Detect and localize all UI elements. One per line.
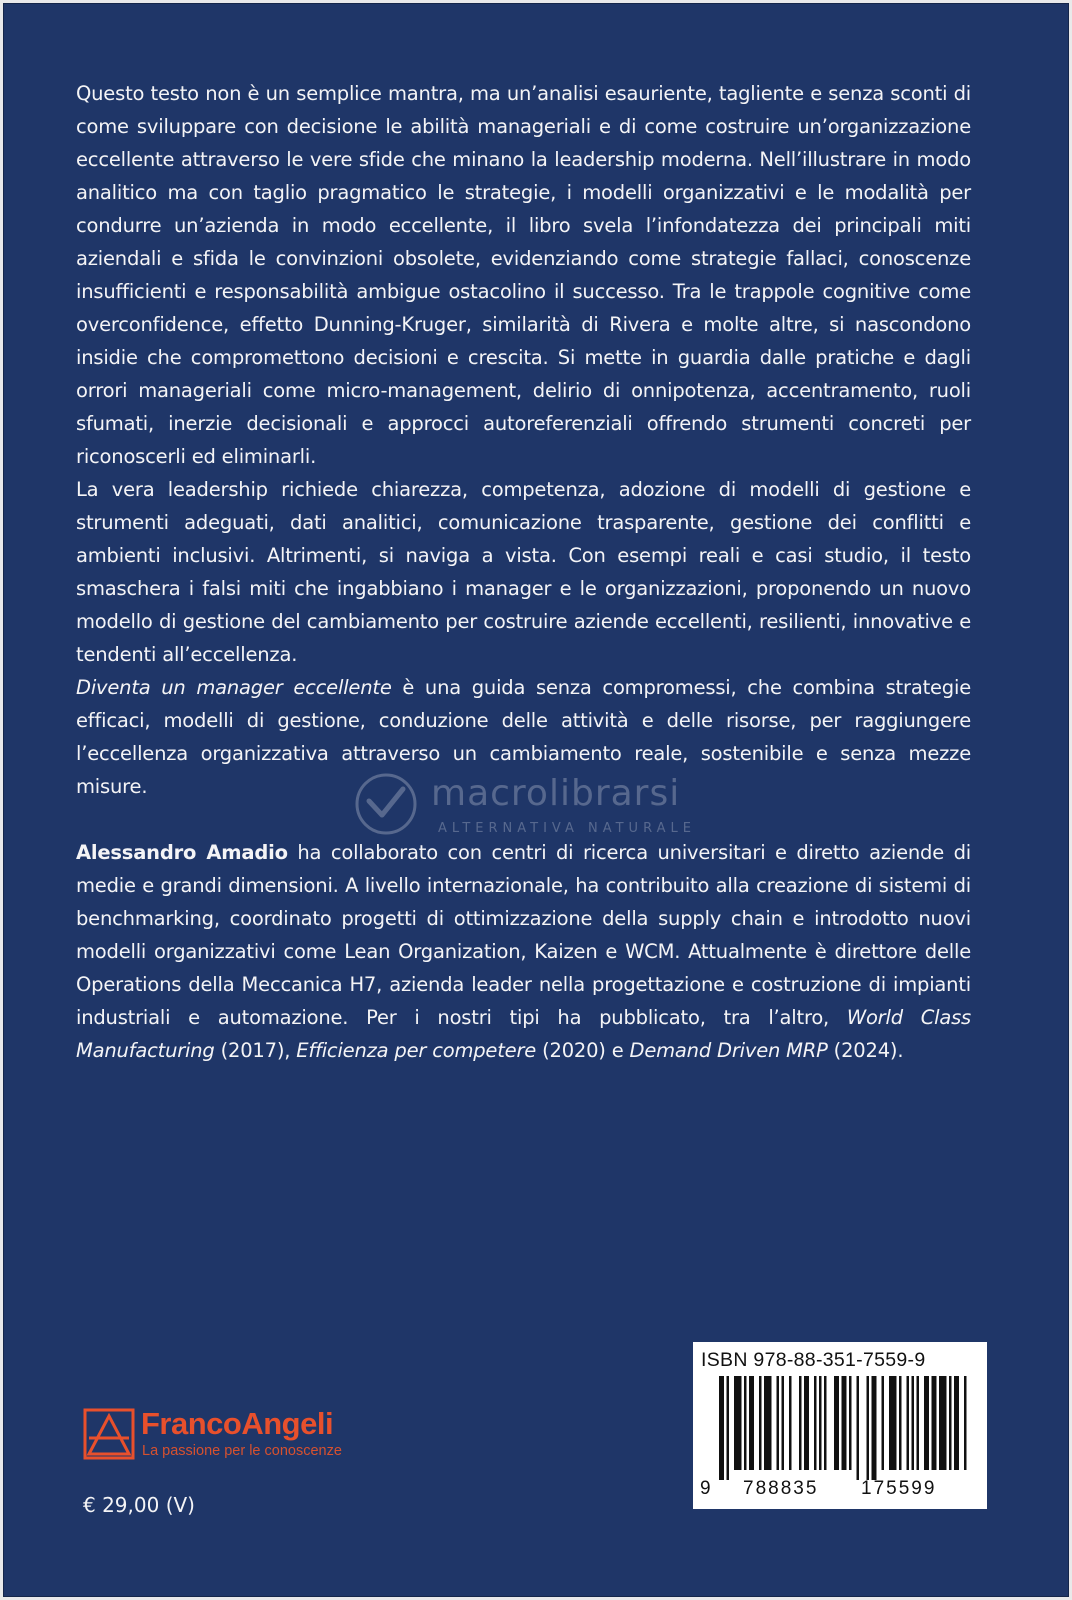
barcode-bar <box>804 1376 809 1470</box>
barcode-bar <box>882 1376 885 1470</box>
watermark-tagline: ALTERNATIVA NATURALE <box>438 821 696 836</box>
barcode-bar <box>734 1376 742 1470</box>
barcode-bar <box>917 1376 920 1470</box>
bio-text: (2020) e <box>536 1039 630 1062</box>
blurb-text <box>76 77 971 1067</box>
bio-text: ha collaborato con centri di ricerca universitari e diretto aziende di medie e grandi dimensioni. A livello internazionale, ha contribuito alla creazione di sistemi di benchmarking, coordinato progetti di ottimizzazione della supply chain e introdotto nuovi modelli organizzativi come Lean Organization, Kaizen e WCM. Attualmente è direttore delle Operations della Meccanica H7, azienda leader nella progettazione e costruzione di impianti industriali e automazione. Per i nostri tipi ha pubblicato, tra l’altro, <box>76 841 971 1029</box>
barcode-bar <box>899 1376 902 1470</box>
blurb-paragraph-2: La vera leadership richiede chiarezza, competenza, adozione di modelli di gestione e strumenti adeguati, dati analitici, comunicazione trasparente, gestione dei conflitti e ambienti inclusivi. Altrimenti, si naviga a vista. Con esempi reali e casi studio, il testo smaschera i falsi miti che ingabbiano i manager e le organizzazioni, proponendo un nuovo modello di gestione del cambiamento per costruire aziende eccellenti, resilienti, innovative e tendenti all’eccellenza. <box>76 478 971 666</box>
francoangeli-logo-icon <box>83 1408 135 1460</box>
barcode-bar <box>777 1376 780 1470</box>
bio-text: (2017), <box>214 1039 297 1062</box>
isbn-barcode <box>693 1342 987 1509</box>
barcode-bar <box>824 1376 827 1470</box>
barcode-bar <box>782 1376 785 1470</box>
barcode-bar <box>872 1376 877 1480</box>
barcode-bar <box>834 1376 839 1470</box>
barcode-bar <box>924 1376 929 1470</box>
barcode-digits-right: 175599 <box>861 1478 937 1499</box>
publisher-tagline: La passione per le conoscenze <box>142 1443 342 1459</box>
barcode-bar <box>727 1376 730 1480</box>
barcode-bar <box>799 1376 802 1470</box>
watermark <box>353 771 753 841</box>
barcode-bar <box>939 1376 947 1470</box>
back-cover <box>3 3 1069 1597</box>
barcode-bar <box>857 1376 860 1480</box>
barcode-bar <box>932 1376 937 1470</box>
barcode-bar <box>842 1376 847 1470</box>
barcode-bar <box>889 1376 897 1470</box>
publication-title: Demand Driven MRP <box>629 1039 828 1062</box>
barcode-bar <box>764 1376 772 1470</box>
barcode-bar <box>819 1376 822 1470</box>
blurb-paragraph-1: Questo testo non è un semplice mantra, ma un’analisi esauriente, tagliente e senza sconti di come sviluppare con decisione le abilità manageriali e di come costruire un’organizzazione eccellente attraverso le vere sfide che minano la leadership moderna. Nell’illustrare in modo analitico ma con taglio pragmatico le strategie, i modelli organizzativi e le modalità per condurre un’azienda in modo eccellente, il libro svela l’infondatezza dei principali miti aziendali e sfida le convinzioni obsolete, evidenziando come strategie fallaci, conoscenze insufficienti e responsabilità ambigue ostacolino il successo. Tra le trappole cognitive come overconfidence, effetto Dunning-Kruger, similarità di Rivera e molte altre, si nascondono insidie che compromettono decisioni e crescita. Si mette in guardia dalle pratiche e dagli orrori manageriali come micro-management, delirio di onnipotenza, accentramento, ruoli sfumati, inerzie decisionali e approcci autoreferenziali offrendo strumenti concreti per riconoscerli ed eliminarli. <box>76 82 971 468</box>
publisher-logo <box>83 1408 383 1468</box>
publication-title: World Class Manufacturing <box>76 1006 972 1062</box>
barcode-bar <box>954 1376 959 1470</box>
bio-text: (2024). <box>827 1039 904 1062</box>
barcode-bar <box>719 1376 724 1480</box>
barcode-bar <box>744 1376 747 1470</box>
barcode-bar <box>814 1376 817 1470</box>
barcode-bar <box>867 1376 870 1480</box>
watermark-logo-icon <box>353 771 419 837</box>
barcode-bar <box>907 1376 910 1470</box>
barcode-bar <box>749 1376 754 1470</box>
barcode-bar <box>964 1376 967 1470</box>
barcode-bar <box>789 1376 792 1470</box>
barcode-digit-first: 9 <box>700 1478 713 1499</box>
barcode-bar <box>759 1376 762 1470</box>
barcode-bars <box>713 1376 971 1480</box>
author-name: Alessandro Amadio <box>76 841 288 864</box>
barcode-digits-left: 788835 <box>743 1478 819 1499</box>
watermark-name: macrolibrarsi <box>431 773 681 814</box>
blurb-paragraph-3-text: è una guida senza compromessi, che combina strategie efficaci, modelli di gestione, conduzione delle attività e delle risorse, per raggiungere l’eccellenza organizzativa attraverso un cambiamento reale, sostenibile e senza mezze misure. <box>76 676 972 798</box>
barcode-bar <box>849 1376 852 1470</box>
publisher-name: FrancoAngeli <box>141 1406 334 1441</box>
isbn-label: ISBN 978-88-351-7559-9 <box>701 1349 926 1371</box>
barcode-bar <box>912 1376 915 1470</box>
author-bio <box>76 836 971 1067</box>
publication-title: Efficienza per competere <box>296 1039 537 1062</box>
book-title: Diventa un manager eccellente <box>76 676 392 699</box>
barcode-bar <box>949 1376 952 1470</box>
price: € 29,00 (V) <box>83 1493 195 1517</box>
